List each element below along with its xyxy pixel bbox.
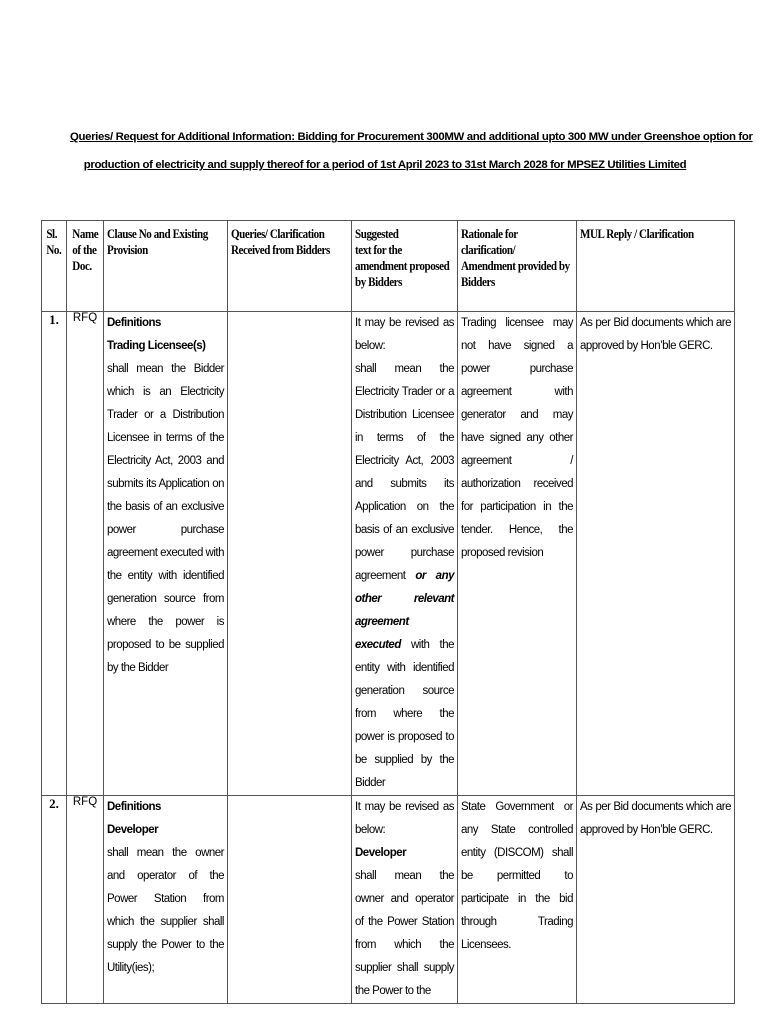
row-1-query <box>228 312 352 796</box>
header-sl-no: Sl. No. <box>42 221 67 312</box>
row-1-sl: 1. <box>42 312 67 796</box>
row-2-doc: RFQ <box>67 796 104 1004</box>
row-1-suggested <box>352 312 458 796</box>
row-2-suggested-term: Developer <box>355 847 407 859</box>
row-2-suggested <box>352 796 458 1004</box>
table-header-row <box>42 221 735 312</box>
row-2-clause-text: shall mean the owner and operator of the Power Station from which the supplier shall supply the Power to the Utility(ies); <box>107 847 224 974</box>
row-1-clause <box>104 312 228 796</box>
row-1-doc: RFQ <box>67 312 104 796</box>
row-2-clause-term: Developer <box>107 824 159 836</box>
document-title-line-1: Queries/ Request for Additional Information: Bidding for Procurement 300MW and additional upto 300 MW under Greenshoe option for <box>70 131 753 143</box>
header-clause: Clause No and Existing Provision <box>104 221 228 312</box>
row-1-clause-text: shall mean the Bidder which is an Electricity Trader or a Distribution Licensee in terms of the Electricity Act, 2003 and submits its Application on the basis of an exclusive power purchase agreement executed with the entity with identified generation source from where the power is proposed to be supplied by the Bidder <box>107 363 224 674</box>
row-2-clause-heading: Definitions <box>107 801 161 813</box>
row-2-rationale: State Government or any State controlled entity (DISCOM) shall be permitted to participate in the bid through Trading Licensees. <box>458 796 577 1004</box>
row-1-suggested-intro: It may be revised as below: <box>355 317 454 352</box>
row-2-clause <box>104 796 228 1004</box>
row-1-reply: As per Bid documents which are approved by Hon’ble GERC. <box>577 312 735 796</box>
row-1-suggested-c: with the entity with identified generation source from where the power is proposed to be supplied by the Bidder <box>355 639 454 789</box>
table-row <box>42 796 735 1004</box>
row-2-suggested-intro: It may be revised as below: <box>355 801 454 836</box>
row-1-clause-term: Trading Licensee(s) <box>107 340 206 352</box>
row-2-query <box>228 796 352 1004</box>
row-1-clause-heading: Definitions <box>107 317 161 329</box>
table-row <box>42 312 735 796</box>
header-queries: Queries/ Clarification Received from Bidders <box>228 221 352 312</box>
row-1-suggested-a: shall mean the Electricity Trader or a Distribution Licensee in terms of the Electricity Act, 2003 and submits its Application on the basis of an exclusive power purchase agreement <box>355 363 454 582</box>
row-2-sl: 2. <box>42 796 67 1004</box>
document-title-line-2: production of electricity and supply thereof for a period of 1st April 2023 to 31st March 2028 for MPSEZ Utilities Limited <box>83 159 687 171</box>
header-doc-name: Name of the Doc. <box>67 221 104 312</box>
header-suggested-text: Suggested text for the amendment proposed by Bidders <box>352 221 458 312</box>
row-1-rationale: Trading licensee may not have signed a power purchase agreement with generator and may have signed any other agreement / authorization received for participation in the tender. Hence, the proposed revision <box>458 312 577 796</box>
queries-table <box>41 220 735 1004</box>
header-rationale: Rationale for clarification/ Amendment provided by Bidders <box>458 221 577 312</box>
header-mul-reply: MUL Reply / Clarification <box>577 221 735 312</box>
row-2-suggested-text: shall mean the owner and operator of the Power Station from which the supplier shall supply the Power to the <box>355 870 454 997</box>
row-2-reply: As per Bid documents which are approved by Hon’ble GERC. <box>577 796 735 1004</box>
row-1-suggested-b: or any other relevant agreement executed <box>355 570 454 651</box>
